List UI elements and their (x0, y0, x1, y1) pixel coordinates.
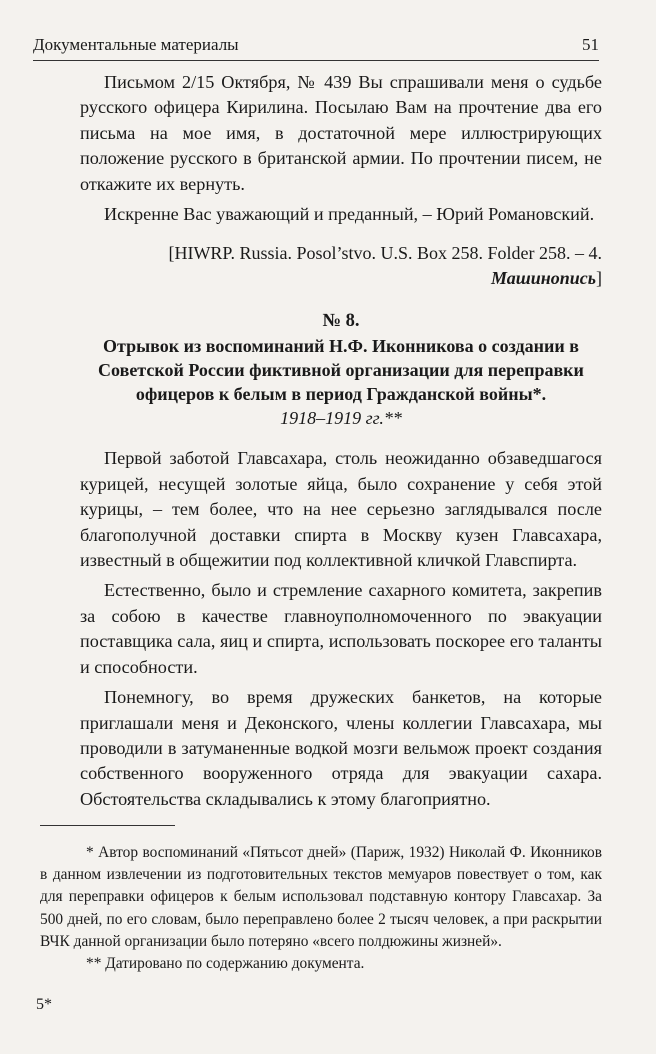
document-paragraph: Понемногу, во время дружеских банкетов, на которые приглашали меня и Деконского, члены коллегии Главсахара, мы проводили в затуманенные водкой мозги вельмож проект создания собственного вооруженного отряда для эвакуации сахара. Обстоятельства складывались к этому благоприятно. (80, 687, 602, 809)
footnote: * Автор воспоминаний «Пятьсот дней» (Париж, 1932) Николай Ф. Иконников в данном извлечении из подготовительных текстов мемуаров повествует о том, как для переправки офицеров к белым использовал подставную контору Главсахар. За 500 дней, по его словам, было переправлено более 2 тысяч человек, а при раскрытии ВЧК данной организации было потеряно «всего полдюжины жизней». (40, 844, 602, 950)
signature-mark: 5* (36, 996, 52, 1013)
main-text (80, 70, 602, 812)
document-paragraph: Первой заботой Главсахара, столь неожиданно обзаведшагося курицей, несущей золотые яйца, было сохранение у себя этой курицы, – тем более, что на нее серьезно заглядывался после благополучной доставки спирта в Москву кузен Главсахара, известный в общежитии под коллективной кличкой Главспирта. (80, 448, 602, 571)
letter-closing: Искренне Вас уважающий и преданный, – Юрий Романовский. (104, 204, 595, 225)
header-rule (33, 60, 599, 61)
section-title: Документальные материалы (33, 35, 239, 54)
source-citation (80, 241, 602, 291)
footnote: ** Датировано по содержанию документа. (86, 955, 365, 973)
page-number: 51 (582, 35, 599, 54)
letter-paragraph: Письмом 2/15 Октября, № 439 Вы спрашивали меня о судьбе русского офицера Кирилина. Посылаю Вам на прочтение два его письма на мое имя, в достаточной мере иллюстрирующих положение русского в британской армии. По прочтении писем, не откажите их вернуть. (80, 72, 602, 194)
document-paragraph: Естественно, было и стремление сахарного комитета, закрепив за собою в качестве главноуполномоченного по эвакуации поставщика сала, яиц и спирта, использовать поскорее его таланты и способности. (80, 580, 602, 677)
footnote-rule (40, 825, 175, 826)
footnotes (40, 842, 602, 975)
source-reference: [HIWRP. Russia. Posol’stvo. U.S. Box 258. Folder 258. – 4. (168, 243, 602, 264)
document-number: № 8. (322, 311, 360, 332)
source-type: Машинопись (491, 268, 596, 289)
document-dates: 1918–1919 гг.** (280, 408, 402, 429)
source-end: ] (596, 268, 602, 289)
document-title: Отрывок из воспоминаний Н.Ф. Иконникова о создании в Советской России фиктивной организации для переправки офицеров к белым в период Гражданской войны*. (98, 336, 584, 405)
